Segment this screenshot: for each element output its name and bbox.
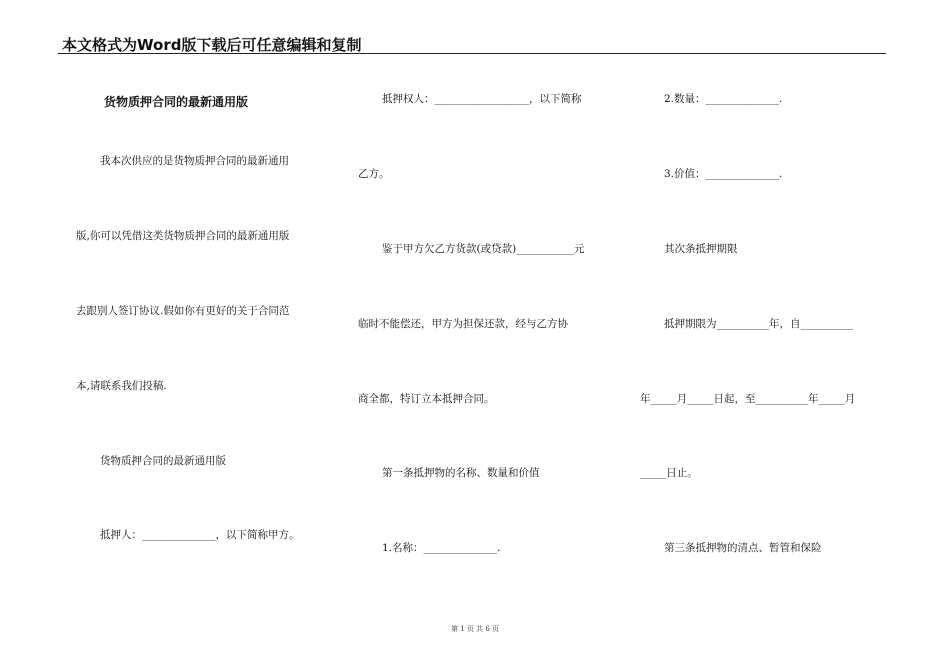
right-line-5: 年_____月_____日起，至__________年_____月 (640, 393, 856, 405)
right-line-6: _____日止。 (640, 467, 698, 479)
document-title: 货物质押合同的最新通用版 (104, 95, 249, 109)
right-line-2: 3.价值：______________. (664, 168, 783, 180)
header-rule (58, 53, 886, 54)
middle-line-1: 抵押权人：__________________，以下简称 (382, 93, 582, 105)
middle-line-6: 第一条抵押物的名称、数量和价值 (382, 467, 540, 479)
middle-line-2: 乙方。 (358, 168, 390, 180)
page-footer: 第 1 页 共 6 页 (450, 625, 500, 633)
middle-line-5: 商全都，特订立本抵押合同。 (358, 393, 495, 405)
right-line-7: 第三条抵押物的清点、暂管和保险 (664, 542, 822, 554)
middle-line-4: 临时不能偿还，甲方为担保还款，经与乙方协 (358, 318, 568, 330)
right-line-1: 2.数量：______________. (664, 93, 783, 105)
left-subtitle: 货物质押合同的最新通用版 (100, 455, 226, 467)
header-title: 本文格式为Word版下载后可任意编辑和复制 (62, 36, 362, 54)
right-line-4: 抵押期限为__________年，自__________ (664, 318, 853, 330)
left-paragraph-line-3: 去跟别人签订协议.假如你有更好的关于合同范 (76, 305, 290, 317)
left-paragraph-line-2: 版,你可以凭借这类货物质押合同的最新通用版 (76, 230, 290, 242)
left-paragraph-line-1: 我本次供应的是货物质押合同的最新通用 (100, 155, 289, 167)
left-paragraph-line-4: 本,请联系我们投稿. (76, 380, 167, 392)
middle-line-3: 鉴于甲方欠乙方货款(或贷款)___________元 (382, 243, 585, 255)
middle-line-7: 1.名称：______________. (382, 542, 501, 554)
right-line-3: 其次条抵押期限 (664, 243, 738, 255)
left-mortgagor-line: 抵押人：______________，以下简称甲方。 (100, 529, 300, 541)
